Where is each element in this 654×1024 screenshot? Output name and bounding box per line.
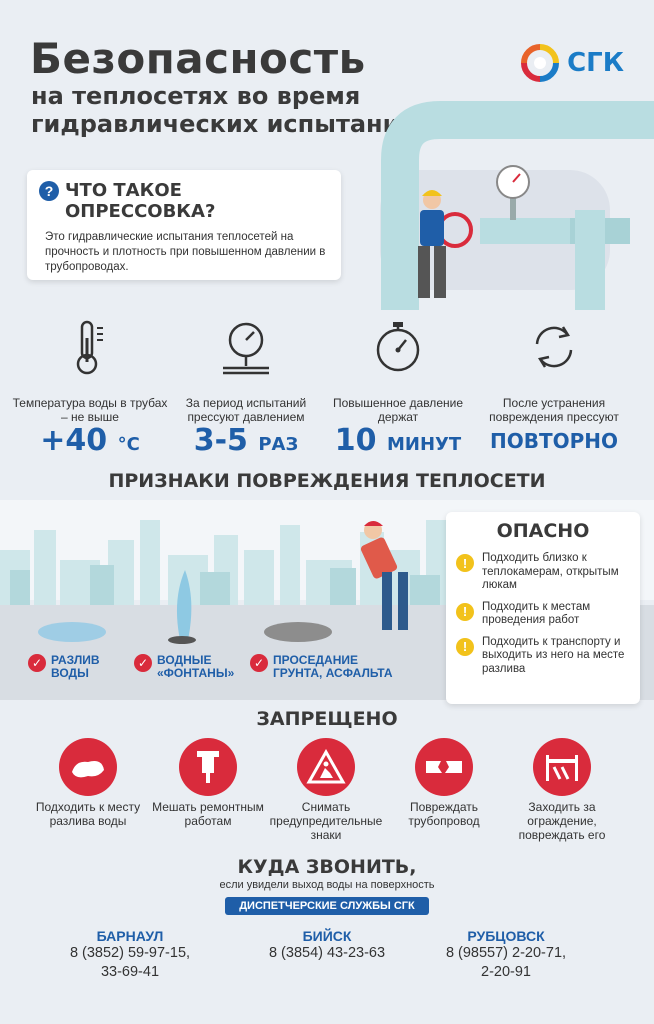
what-is-title-line1: ЧТО ТАКОЕ — [65, 180, 182, 201]
stat-value: 10 — [334, 423, 377, 458]
forbidden-text: Повреждать трубопровод — [408, 800, 480, 828]
danger-item-text: Подходить к транспорту и выходить из него на месте разлива — [482, 635, 625, 675]
pipe-worker-illustration — [360, 100, 654, 310]
danger-item-text: Подходить к местам проведения работ — [482, 600, 591, 626]
stopwatch-icon — [373, 318, 423, 376]
stat-unit: °С — [117, 434, 140, 455]
fence-icon — [542, 751, 582, 783]
forbidden-text: Мешать ремонтным работам — [152, 800, 264, 828]
check-icon: ✓ — [134, 654, 152, 672]
danger-card — [446, 512, 640, 704]
pressure-gauge-icon — [219, 318, 273, 376]
city-name: БАРНАУЛ — [96, 928, 164, 944]
sign-label-line1: ВОДНЫЕ — [157, 653, 212, 667]
stat-label: Повышенное давление держат — [333, 396, 463, 424]
phone-number[interactable]: 2-20-91 — [481, 964, 531, 980]
forbidden-text: Заходить за ограждение, повреждать его — [518, 800, 606, 842]
broken-pipe-icon — [424, 755, 464, 779]
sign-label-line2: ГРУНТА, АСФАЛЬТА — [273, 666, 393, 680]
danger-title: ОПАСНО — [496, 520, 590, 542]
contacts-title: КУДА ЗВОНИТЬ, — [237, 856, 417, 878]
stat-repeat — [474, 318, 634, 458]
danger-item — [456, 552, 630, 593]
jackhammer-icon — [193, 747, 223, 787]
check-icon: ✓ — [28, 654, 46, 672]
check-icon: ✓ — [250, 654, 268, 672]
forbidden-text: Снимать предупредительные знаки — [269, 800, 383, 842]
water-spill-icon — [68, 752, 108, 782]
sign-water-spill — [28, 654, 100, 680]
what-is-text: Это гидравлические испытания теплосетей на прочность и плотность при повышенном давлении в трубопроводах. — [45, 231, 326, 273]
page-title-block — [30, 36, 416, 138]
stat-value: ПОВТОРНО — [489, 429, 619, 453]
sgk-logo — [521, 44, 624, 82]
stat-label: За период испытаний прессуют давлением — [185, 396, 307, 424]
what-is-title-line2: ОПРЕССОВКА? — [65, 201, 216, 222]
phone-number[interactable]: 33-69-41 — [100, 964, 160, 980]
forbidden-item — [28, 738, 148, 828]
question-icon: ? — [39, 181, 59, 201]
contacts-block — [0, 856, 654, 915]
sign-label-line2: ВОДЫ — [51, 666, 89, 680]
forbidden-title: ЗАПРЕЩЕНО — [256, 708, 398, 730]
logo-text: СГК — [567, 48, 624, 78]
city-name: БИЙСК — [302, 928, 352, 944]
sign-water-fountains — [134, 654, 234, 680]
stat-pressure — [166, 318, 326, 462]
danger-item — [456, 601, 630, 628]
phone-number[interactable]: 8 (3852) 59-97-15, — [69, 945, 191, 961]
forbidden-item — [148, 738, 268, 828]
phone-number[interactable]: 8 (98557) 2-20-71, — [445, 945, 567, 961]
repeat-icon — [527, 318, 581, 376]
stat-value: +40 — [40, 423, 108, 458]
stat-unit: РАЗ — [258, 434, 299, 455]
city-contact-rubtsovsk — [406, 928, 606, 982]
signs-title: ПРИЗНАКИ ПОВРЕЖДЕНИЯ ТЕПЛОСЕТИ — [108, 470, 546, 492]
page-subtitle-line1: на теплосетях во время — [31, 82, 361, 110]
page-title: Безопасность — [30, 34, 366, 83]
dispatch-badge: ДИСПЕТЧЕРСКИЕ СЛУЖБЫ СГК — [225, 897, 429, 915]
warning-sign-icon — [306, 749, 346, 785]
stats-row — [0, 318, 654, 458]
city-name: РУБЦОВСК — [467, 928, 545, 944]
phone-number[interactable]: 8 (3854) 43-23-63 — [268, 945, 386, 961]
stat-duration — [318, 318, 478, 462]
sign-label-line1: РАЗЛИВ — [51, 653, 100, 667]
sign-label-line2: «ФОНТАНЫ» — [157, 666, 235, 680]
forbidden-text: Подходить к месту разлива воды — [35, 800, 141, 828]
exclamation-icon: ! — [456, 638, 474, 656]
forbidden-item — [384, 738, 504, 828]
page-subtitle-line2: гидравлических испытаний — [31, 110, 417, 138]
forbidden-item — [502, 738, 622, 842]
contacts-subtitle: если увидели выход воды на поверхность — [219, 879, 435, 891]
what-is-card — [27, 170, 341, 280]
exclamation-icon: ! — [456, 554, 474, 572]
thermometer-icon — [70, 318, 110, 376]
exclamation-icon: ! — [456, 603, 474, 621]
city-contact-biysk — [227, 928, 427, 963]
forbidden-item — [266, 738, 386, 842]
sign-label-line1: ПРОСЕДАНИЕ — [273, 653, 358, 667]
danger-item-text: Подходить близко к теплокамерам, открытым люкам — [482, 552, 619, 591]
stat-temperature — [10, 318, 170, 462]
stat-label: Температура воды в трубах – не выше — [12, 396, 168, 424]
city-contact-barnaul — [30, 928, 230, 982]
stat-unit: МИНУТ — [387, 434, 462, 455]
stat-value: 3-5 — [193, 423, 248, 458]
stat-label: После устранения повреждения прессуют — [489, 396, 619, 424]
danger-item — [456, 636, 630, 677]
sgk-logo-icon — [521, 44, 559, 82]
sign-ground-subsidence — [250, 654, 393, 680]
